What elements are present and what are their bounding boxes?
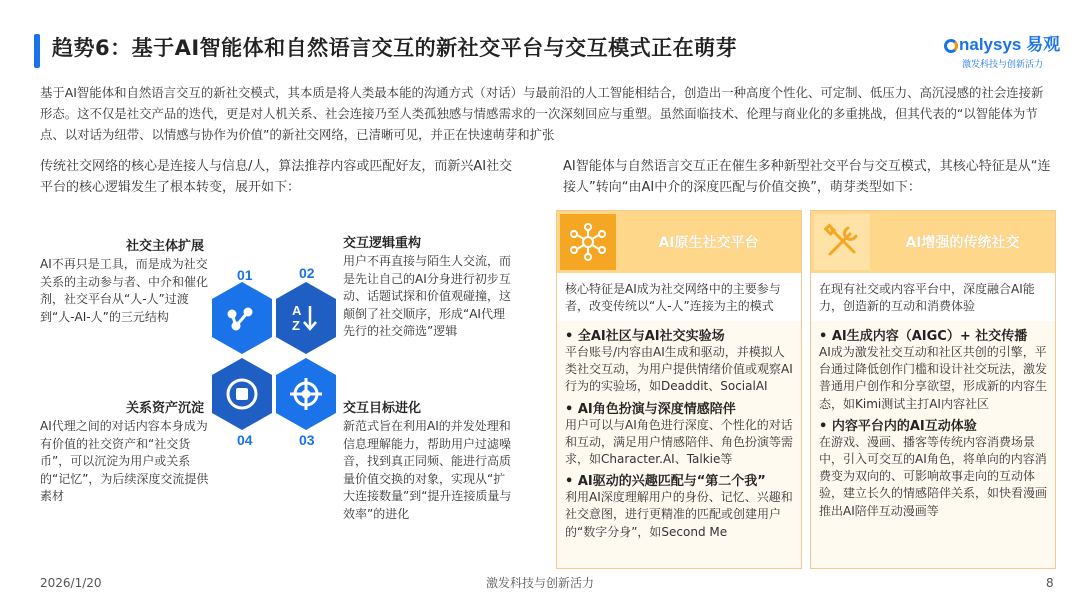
cell-text-interaction-goal: 新范式旨在利用AI的并发处理和信息理解能力，帮助用户过滤噪音，找到真正同频、能进行高质量价值交换的对象，实现从“扩大连接数量”到“提升连接质量与效率”的进化	[343, 419, 512, 521]
cell-title-relation-asset: 关系资产沉淀	[126, 401, 205, 416]
box-desc-ai-enhanced: 在现有社交或内容平台中，深度融合AI能力，创造新的互动和消费体验	[811, 281, 1055, 321]
box-title-ai-enhanced: AI增强的传统社交	[905, 235, 1020, 251]
box-ai-native-social	[556, 210, 802, 569]
num-02: 02	[299, 265, 315, 281]
num-03: 03	[299, 432, 315, 448]
cell-title-interaction-logic: 交互逻辑重构	[343, 236, 422, 251]
footer-date: 2026/1/20	[40, 576, 102, 590]
left-intro: 传统社交网络的核心是连接人与信息/人，算法推荐内容或匹配好友，而新兴AI社交平台的核心逻辑发生了根本转变，展开如下：	[40, 159, 513, 195]
box-desc-ai-native: 核心特征是AI成为社交网络中的主要参与者，改变传统以“人-人”连接为主的模式	[557, 281, 801, 321]
page-number: 8	[1046, 576, 1054, 590]
tools-icon	[814, 214, 870, 270]
num-04: 04	[237, 432, 253, 448]
item-title-aigc: • AI生成内容（AIGC）+ 社交传播	[819, 329, 1028, 344]
hexagon-cluster	[208, 282, 340, 432]
analysys-logo: nalysys 易观 激发科技与创新活力	[944, 30, 1064, 74]
footer-slogan: 激发科技与创新活力	[486, 576, 595, 590]
box-head-ai-native	[557, 211, 801, 273]
box-head-ai-enhanced	[811, 211, 1055, 273]
svg-text:A: A	[292, 303, 302, 318]
cell-title-subject-expand: 社交主体扩展	[126, 239, 205, 254]
right-intro: AI智能体与自然语言交互正在催生多种新型社交平台与交互模式，其核心特征是从“连接人”转向“由AI中介的深度匹配与价值交换”，萌芽类型如下：	[563, 159, 1051, 195]
item-title-roleplay: • AI角色扮演与深度情感陪伴	[565, 401, 736, 417]
svg-text:Z: Z	[292, 318, 300, 333]
cell-text-relation-asset: AI代理之间的对话内容本身成为有价值的社交资产和“社交货币”，可以沉淀为用户或关系的“记忆”，为后续深度交流提供素材	[40, 419, 209, 503]
item-text-roleplay: 用户可以与AI角色进行深度、个性化的对话和互动，满足用户情感陪伴、角色扮演等需求，如Character.AI、Talkie等	[565, 417, 794, 467]
intro-paragraph: 基于AI智能体和自然语言交互的新社交模式，其本质是将人类最本能的沟通方式（对话）与最前沿的人工智能相结合，创造出一种高度个性化、可定制、低压力、高沉浸感的社会连接新形态。这不仅是社交产品的迭代，更是对人机关系、社会连接乃至人类孤独感与情感需求的一次深刻回应与重塑。虽然面临技术、伦理与商业化的多重挑战，但其代表的“以智能体为节点、以对话为纽带、以情感与协作为价值”的新社交网络，已清晰可见，并正在快速萌芽和扩张	[40, 85, 1044, 142]
page-title: 趋势6：基于AI智能体和自然语言交互的新社交平台与交互模式正在萌芽	[52, 36, 738, 60]
logo-ring-icon	[944, 39, 958, 53]
item-text-content-ai: 在游戏、漫画、播客等传统内容消费场景中，引入可交互的AI角色，将单向的内容消费变为双向的、可影响故事走向的互动体验，建立长久的情感陪伴关系，如快看漫画推出AI陪伴互动漫画等	[819, 434, 1048, 518]
logo-slogan: 激发科技与创新活力	[962, 60, 1044, 70]
cell-text-subject-expand: AI不再只是工具，而是成为社交关系的主动参与者、中介和催化剂，社交平台从“人-人”过渡到“人-AI-人”的三元结构	[40, 257, 209, 324]
num-01: 01	[237, 267, 253, 283]
box-title-ai-native: AI原生社交平台	[658, 235, 759, 251]
item-title-ai-community: • 全AI社区与AI社交实验场	[565, 329, 725, 344]
item-text-interest-match: 利用AI深度理解用户的身份、记忆、兴趣和社交意图，进行更精准的匹配或创建用户的“数字分身”，如Second Me	[565, 490, 793, 539]
item-title-interest-match: • AI驱动的兴趣匹配与“第二个我”	[565, 474, 766, 490]
item-title-content-ai: • 内容平台内的AI互动体验	[819, 418, 977, 434]
item-text-aigc: AI成为激发社交互动和社区共创的引擎，平台通过降低创作门槛和设计社交玩法，激发普通用户创作和分享欲望，形成新的内容生态，如Kimi测试主打AI内容社区	[819, 345, 1048, 411]
item-text-ai-community: 平台账号/内容由AI生成和驱动，并模拟人类社交互动，为用户提供情绪价值或观察AI行为的实验场，如Deaddit、SocialAI	[565, 345, 793, 394]
hex-tr	[276, 282, 336, 354]
network-nodes-icon	[560, 214, 616, 270]
cell-title-interaction-goal: 交互目标进化	[343, 401, 422, 416]
box-ai-enhanced-social	[810, 210, 1056, 569]
cell-text-interaction-logic: 用户不再直接与陌生人交流，而是先让自己的AI分身进行初步互动、话题试探和价值观碰撞，这颠倒了社交顺序，形成“AI代理先行的社交筛选”逻辑	[343, 254, 512, 338]
title-accent-bar	[34, 34, 40, 68]
